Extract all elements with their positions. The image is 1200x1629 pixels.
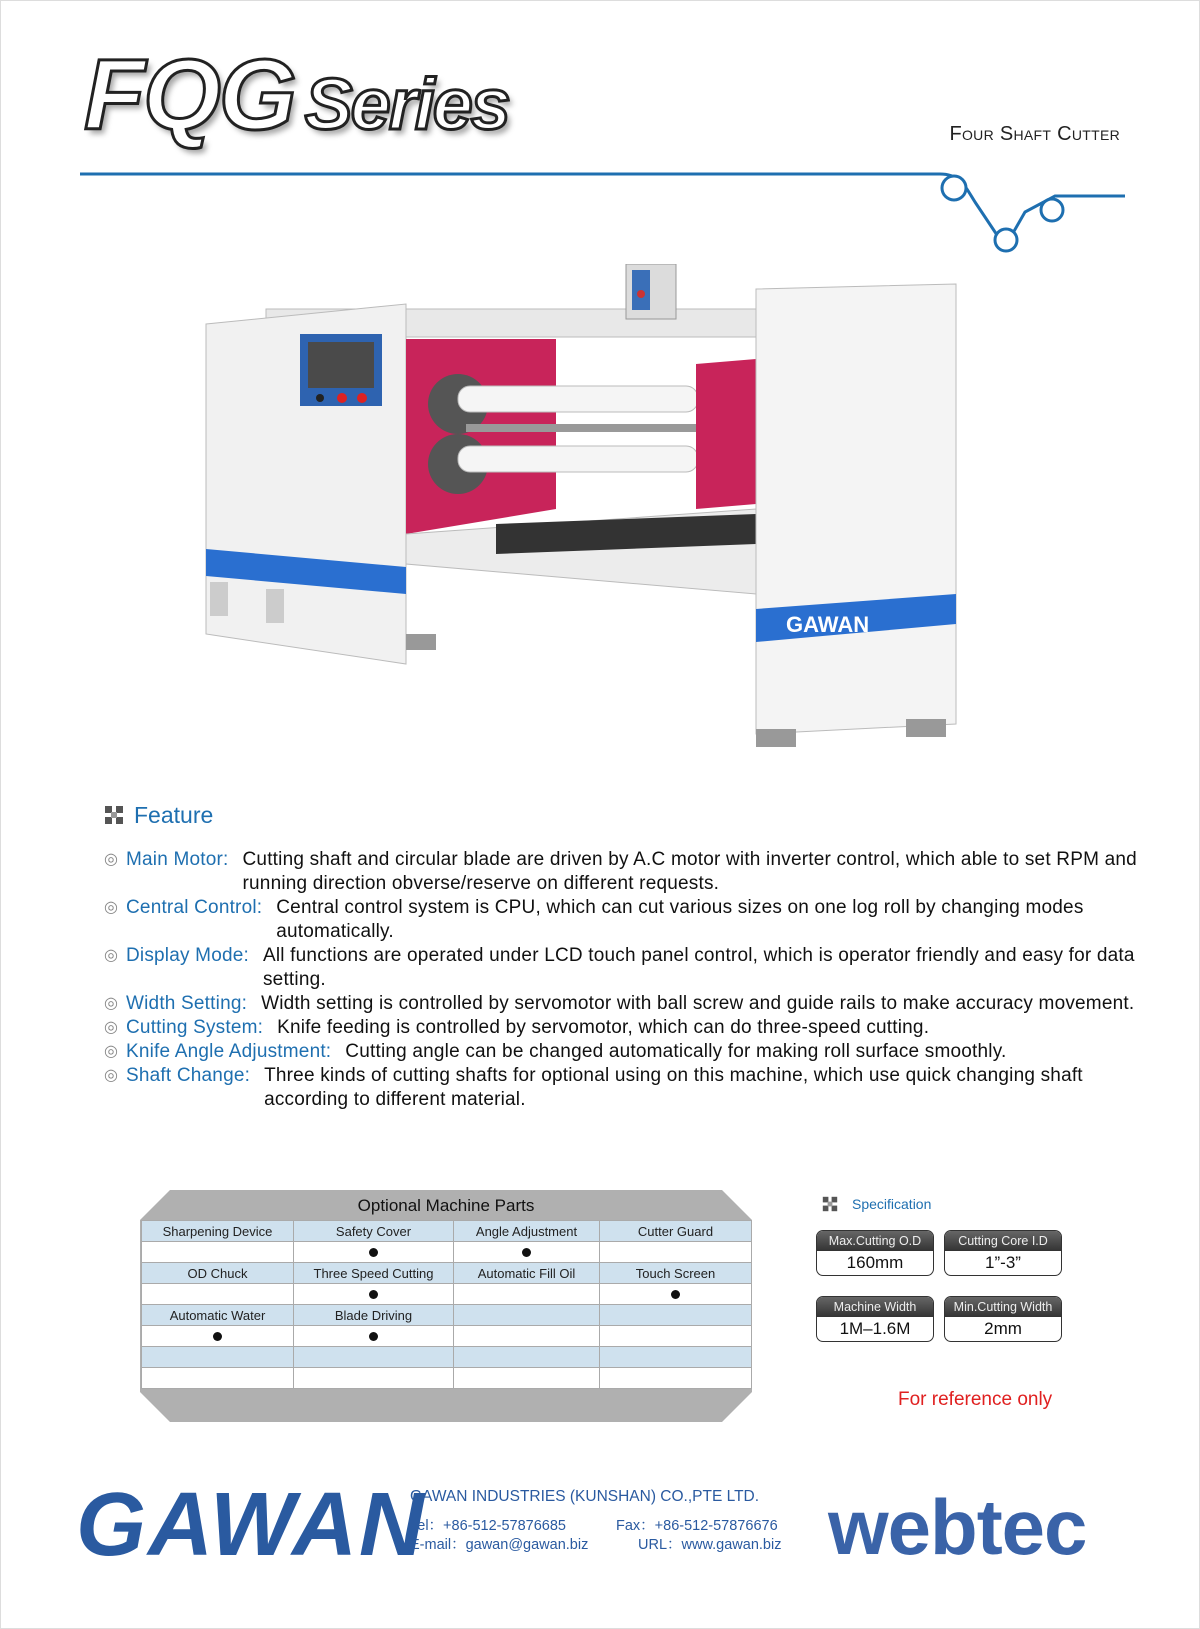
product-photo (196, 264, 996, 794)
reference-note: For reference only (898, 1389, 1053, 1410)
machine-brand-label: GAWAN (786, 612, 870, 637)
email-link[interactable]: E-mail：gawan@gawan.biz (410, 1537, 589, 1553)
webtec-logo: webtec (828, 1483, 1087, 1571)
part-selection-cell (142, 1242, 294, 1263)
title-main: FQG (84, 39, 295, 151)
parts-selection-row (142, 1326, 752, 1347)
part-label: Cutter Guard (600, 1221, 752, 1242)
feature-item (104, 1040, 1144, 1064)
part-selection-cell (294, 1368, 454, 1389)
feature-label: Display Mode: (126, 945, 249, 966)
optional-parts-title: Optional Machine Parts (357, 1196, 535, 1215)
tel: Tel：+86-512-57876685 (410, 1518, 566, 1534)
part-selection-cell (142, 1326, 294, 1347)
feature-text: Three kinds of cutting shafts for optional using on this machine, which use quick changing shaft according to different material. (264, 1065, 1083, 1110)
part-label: OD Chuck (142, 1263, 294, 1284)
selected-dot-icon (213, 1332, 222, 1341)
circle-bullet-icon: ◎ (104, 851, 119, 868)
parts-label-row (142, 1347, 752, 1368)
part-label (294, 1347, 454, 1368)
parts-selection-row (142, 1242, 752, 1263)
circle-bullet-icon: ◎ (104, 1019, 119, 1036)
spec-value: 1M–1.6M (839, 1319, 911, 1338)
part-selection-cell (600, 1242, 752, 1263)
circle-bullet-icon: ◎ (104, 995, 119, 1012)
circle-bullet-icon: ◎ (104, 1043, 119, 1060)
specification-heading-text: Specification (852, 1196, 932, 1212)
spec-value: 2mm (984, 1319, 1022, 1338)
feature-item (104, 944, 1144, 992)
spec-label: Machine Width (817, 1297, 933, 1317)
part-selection-cell (142, 1368, 294, 1389)
part-selection-cell (294, 1326, 454, 1347)
feature-text: Cutting angle can be changed automatically for making roll surface smoothly. (345, 1041, 1007, 1062)
page-title (84, 38, 509, 153)
part-selection-cell (294, 1284, 454, 1305)
website-link[interactable]: URL：www.gawan.biz (638, 1537, 782, 1553)
parts-selection-row (142, 1368, 752, 1389)
part-selection-cell (454, 1242, 600, 1263)
feature-item (104, 848, 1144, 896)
grid-bullet-icon (104, 805, 124, 825)
feature-label: Main Motor: (126, 849, 229, 870)
feature-text: Central control system is CPU, which can cut various sizes on one log roll by changing modes automatically. (276, 897, 1084, 942)
part-label (454, 1347, 600, 1368)
spec-machine-width (816, 1296, 934, 1342)
specification-heading (822, 1196, 931, 1212)
part-selection-cell (600, 1326, 752, 1347)
part-label: Safety Cover (294, 1221, 454, 1242)
part-label: Sharpening Device (142, 1221, 294, 1242)
feature-item (104, 896, 1144, 944)
spec-label: Cutting Core I.D (945, 1231, 1061, 1251)
feature-item (104, 1064, 1144, 1112)
feature-label: Shaft Change: (126, 1065, 251, 1086)
spec-value: 1”-3” (985, 1253, 1021, 1272)
part-label (142, 1347, 294, 1368)
contact-block (410, 1517, 781, 1555)
fax: Fax：+86-512-57876676 (616, 1518, 778, 1534)
part-selection-cell (294, 1242, 454, 1263)
feature-text: Width setting is controlled by servomotor with ball screw and guide rails to make accuracy movement. (261, 993, 1135, 1014)
part-label: Blade Driving (294, 1305, 454, 1326)
spec-max-cutting-od (816, 1230, 934, 1276)
spec-label: Min.Cutting Width (945, 1297, 1061, 1317)
part-label: Touch Screen (600, 1263, 752, 1284)
grid-bullet-icon (822, 1196, 838, 1212)
parts-label-row (142, 1263, 752, 1284)
selected-dot-icon (671, 1290, 680, 1299)
part-label: Automatic Fill Oil (454, 1263, 600, 1284)
selected-dot-icon (369, 1290, 378, 1299)
feature-heading (104, 802, 213, 829)
part-label: Angle Adjustment (454, 1221, 600, 1242)
feature-heading-text: Feature (134, 802, 214, 828)
page-subtitle: Four Shaft Cutter (949, 123, 1120, 145)
selected-dot-icon (522, 1248, 531, 1257)
feature-label: Central Control: (126, 897, 263, 918)
feature-text: All functions are operated under LCD touch panel control, which is operator friendly and easy for data setting. (262, 945, 1135, 990)
part-label: Automatic Water (142, 1305, 294, 1326)
part-selection-cell (600, 1284, 752, 1305)
selected-dot-icon (369, 1332, 378, 1341)
feature-item (104, 992, 1144, 1016)
feature-item (104, 1016, 1144, 1040)
title-sub: Series (304, 65, 509, 145)
parts-label-row (142, 1305, 752, 1326)
part-label (600, 1347, 752, 1368)
feature-text: Cutting shaft and circular blade are driven by A.C motor with inverter control, which able to set RPM and running direction obverse/reserve on different requests. (242, 849, 1137, 894)
parts-label-row (142, 1221, 752, 1242)
part-selection-cell (142, 1284, 294, 1305)
part-label (600, 1305, 752, 1326)
feature-label: Cutting System: (126, 1017, 264, 1038)
part-label (454, 1305, 600, 1326)
part-label: Three Speed Cutting (294, 1263, 454, 1284)
spec-label: Max.Cutting O.D (817, 1231, 933, 1251)
selected-dot-icon (369, 1248, 378, 1257)
feature-label: Width Setting: (126, 993, 248, 1014)
optional-parts-table (141, 1220, 752, 1389)
part-selection-cell (454, 1368, 600, 1389)
header-line-with-rollers-icon (80, 172, 1130, 262)
company-name: GAWAN INDUSTRIES (KUNSHAN) CO.,PTE LTD. (410, 1488, 760, 1505)
part-selection-cell (454, 1284, 600, 1305)
feature-label: Knife Angle Adjustment: (126, 1041, 332, 1062)
parts-selection-row (142, 1284, 752, 1305)
feature-text: Knife feeding is controlled by servomotor, which can do three-speed cutting. (277, 1017, 930, 1038)
circle-bullet-icon: ◎ (104, 947, 119, 964)
gawan-logo: GAWAN (76, 1475, 427, 1575)
circle-bullet-icon: ◎ (104, 899, 119, 916)
spec-cutting-core-id (944, 1230, 1062, 1276)
circle-bullet-icon: ◎ (104, 1067, 119, 1084)
spec-min-cutting-width (944, 1296, 1062, 1342)
feature-list (104, 848, 1144, 1112)
part-selection-cell (454, 1326, 600, 1347)
optional-parts-panel (140, 1190, 752, 1422)
part-selection-cell (600, 1368, 752, 1389)
spec-value: 160mm (846, 1253, 904, 1272)
